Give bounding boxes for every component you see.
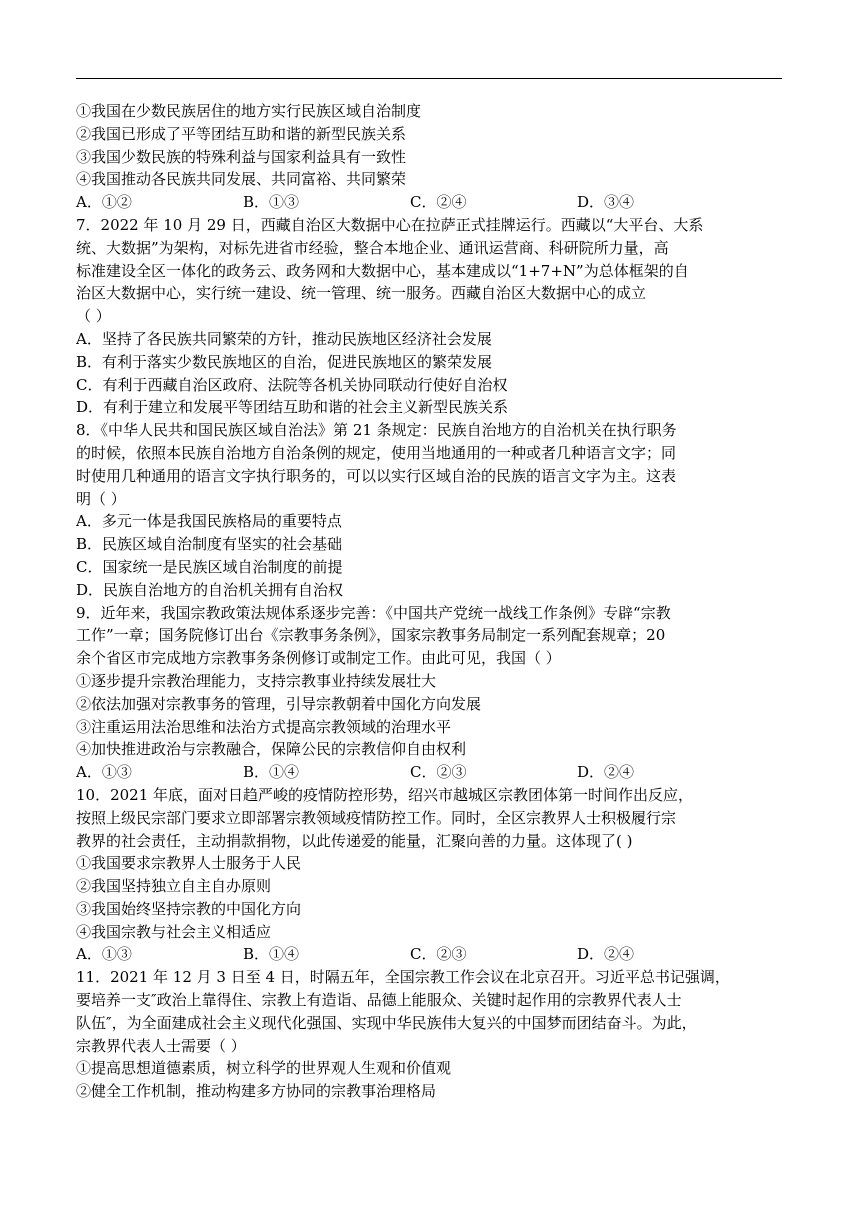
q6-option-a: A．①② bbox=[76, 193, 132, 212]
q8-stem-line: 8．《中华人民共和国民族区域自治法》第 21 条规定：民族自治地方的自治机关在执行职务 bbox=[76, 421, 677, 440]
q8-stem-line: 明（ ） bbox=[76, 489, 126, 508]
q8-choice-d: D．民族自治地方的自治机关拥有自治权 bbox=[76, 580, 344, 599]
q11-stem-line: 要培养一支″政治上靠得住、宗教上有造诣、品德上能服众、关键时起作用的宗教界代表人士 bbox=[76, 991, 682, 1010]
question-10 bbox=[76, 784, 784, 966]
q9-stem-line: 9．近年来，我国宗教政策法规体系逐步完善：《中国共产党统一战线工作条例》专辟“宗教 bbox=[76, 603, 671, 622]
q9-item-4: ④加快推进政治与宗教融合，保障公民的宗教信仰自由权利 bbox=[76, 740, 467, 759]
q8-stem-line: 时使用几种通用的语言文字执行职务的，可以以实行区域自治的民族的语言文字为主。这表 bbox=[76, 466, 677, 485]
q7-stem-line: 统、大数据”为架构，对标先进省市经验，整合本地企业、通讯运营商、科研院所力量，高 bbox=[76, 238, 669, 257]
q7-stem-line: 7．2022 年 10 月 29 日，西藏自治区大数据中心在拉萨正式挂牌运行。西藏以“大平台、大系 bbox=[76, 215, 704, 234]
q6-item-1: ①我国在少数民族居住的地方实行民族区域自治制度 bbox=[76, 102, 422, 120]
q6-item-2: ②我国已形成了平等团结互助和谐的新型民族关系 bbox=[76, 124, 407, 143]
q10-item-3: ③我国始终坚持宗教的中国化方向 bbox=[76, 899, 302, 918]
q9-option-d: D．②④ bbox=[577, 763, 635, 782]
q6-item-4: ④我国推动各民族共同发展、共同富裕、共同繁荣 bbox=[76, 170, 407, 189]
question-7 bbox=[76, 214, 784, 419]
q7-choice-d: D．有利于建立和发展平等团结互助和谐的社会主义新型民族关系 bbox=[76, 398, 509, 417]
q10-option-d: D．②④ bbox=[577, 945, 635, 964]
q11-stem-line: 宗教界代表人士需要（ ） bbox=[76, 1036, 246, 1055]
q7-choice-b: B．有利于落实少数民族地区的自治，促进民族地区的繁荣发展 bbox=[76, 352, 493, 371]
q10-stem-line: 10．2021 年底，面对日趋严峻的疫情防控形势，绍兴市越城区宗教团体第一时间作出反应， bbox=[76, 785, 694, 804]
q10-option-b: B．①④ bbox=[243, 945, 300, 964]
q6-item-3: ③我国少数民族的特殊利益与国家利益具有一致性 bbox=[76, 147, 407, 166]
question-6 bbox=[76, 100, 784, 214]
q11-stem-line: 11．2021 年 12 月 3 日至 4 日，时隔五年，全国宗教工作会议在北京召开。习近平总书记强调， bbox=[76, 968, 730, 987]
q9-item-2: ②依法加强对宗教事务的管理，引导宗教朝着中国化方向发展 bbox=[76, 694, 482, 713]
q9-options bbox=[76, 761, 784, 784]
q8-choice-a: A．多元一体是我国民族格局的重要特点 bbox=[76, 512, 342, 531]
q8-choice-c: C．国家统一是民族区域自治制度的前提 bbox=[76, 557, 343, 576]
q7-stem-line: 标准建设全区一体化的政务云、政务网和大数据中心，基本建成以“1+7+N”为总体框架的自 bbox=[76, 261, 689, 280]
q10-options bbox=[76, 943, 784, 966]
q9-option-c: C．②③ bbox=[410, 763, 467, 782]
q9-stem-line: 余个省区市完成地方宗教事务条例修订或制定工作。由此可见，我国（ ） bbox=[76, 649, 561, 668]
q9-item-3: ③注重运用法治思维和法治方式提高宗教领域的治理水平 bbox=[76, 717, 452, 736]
q11-stem-line: 队伍″，为全面建成社会主义现代化强国、实现中华民族伟大复兴的中国梦而团结奋斗。为此， bbox=[76, 1013, 697, 1032]
q11-item-2: ②健全工作机制，推动构建多方协同的宗教事治理格局 bbox=[76, 1082, 437, 1101]
q10-stem-line: 按照上级民宗部门要求立即部署宗教领域疫情防控工作。同时，全区宗教界人士积极履行宗 bbox=[76, 808, 677, 827]
q10-item-4: ④我国宗教与社会主义相适应 bbox=[76, 922, 272, 941]
q9-option-b: B．①④ bbox=[243, 763, 300, 782]
q9-option-a: A．①③ bbox=[76, 763, 132, 782]
q9-stem-line: 工作”一章；国务院修订出台《宗教事务条例》，国家宗教事务局制定一系列配套规章；20 bbox=[76, 626, 666, 645]
q7-stem-line: 治区大数据中心，实行统一建设、统一管理、统一服务。西藏自治区大数据中心的成立 bbox=[76, 284, 647, 303]
q9-item-1: ①逐步提升宗教治理能力，支持宗教事业持续发展壮大 bbox=[76, 671, 437, 690]
q6-option-b: B．①③ bbox=[243, 193, 300, 212]
question-8 bbox=[76, 419, 784, 601]
q8-stem-line: 的时候，依照本民族自治地方自治条例的规定，使用当地通用的一种或者几种语言文字；同 bbox=[76, 443, 677, 462]
q6-options bbox=[76, 191, 784, 214]
q7-stem-line: （ ） bbox=[76, 307, 111, 326]
q8-choice-b: B．民族区域自治制度有坚实的社会基础 bbox=[76, 535, 343, 554]
q10-stem-line: 教界的社会责任，主动捐款捐物，以此传递爱的能量，汇聚向善的力量。这体现了( ) bbox=[76, 831, 633, 850]
q6-option-c: C．②④ bbox=[410, 193, 467, 212]
exam-content bbox=[76, 100, 784, 1103]
q10-item-2: ②我国坚持独立自主自办原则 bbox=[76, 877, 272, 896]
question-11 bbox=[76, 966, 784, 1103]
q7-choice-a: A．坚持了各民族共同繁荣的方针，推动民族地区经济社会发展 bbox=[76, 329, 492, 348]
q6-option-d: D．③④ bbox=[577, 193, 635, 212]
q11-item-1: ①提高思想道德素质，树立科学的世界观人生观和价值观 bbox=[76, 1059, 452, 1078]
question-9 bbox=[76, 602, 784, 784]
q7-choice-c: C．有利于西藏自治区政府、法院等各机关协同联动行使好自治权 bbox=[76, 375, 508, 394]
q10-option-a: A．①③ bbox=[76, 945, 132, 964]
q10-option-c: C．②③ bbox=[410, 945, 467, 964]
header-rule bbox=[76, 78, 782, 79]
q10-item-1: ①我国要求宗教界人士服务于人民 bbox=[76, 854, 302, 873]
